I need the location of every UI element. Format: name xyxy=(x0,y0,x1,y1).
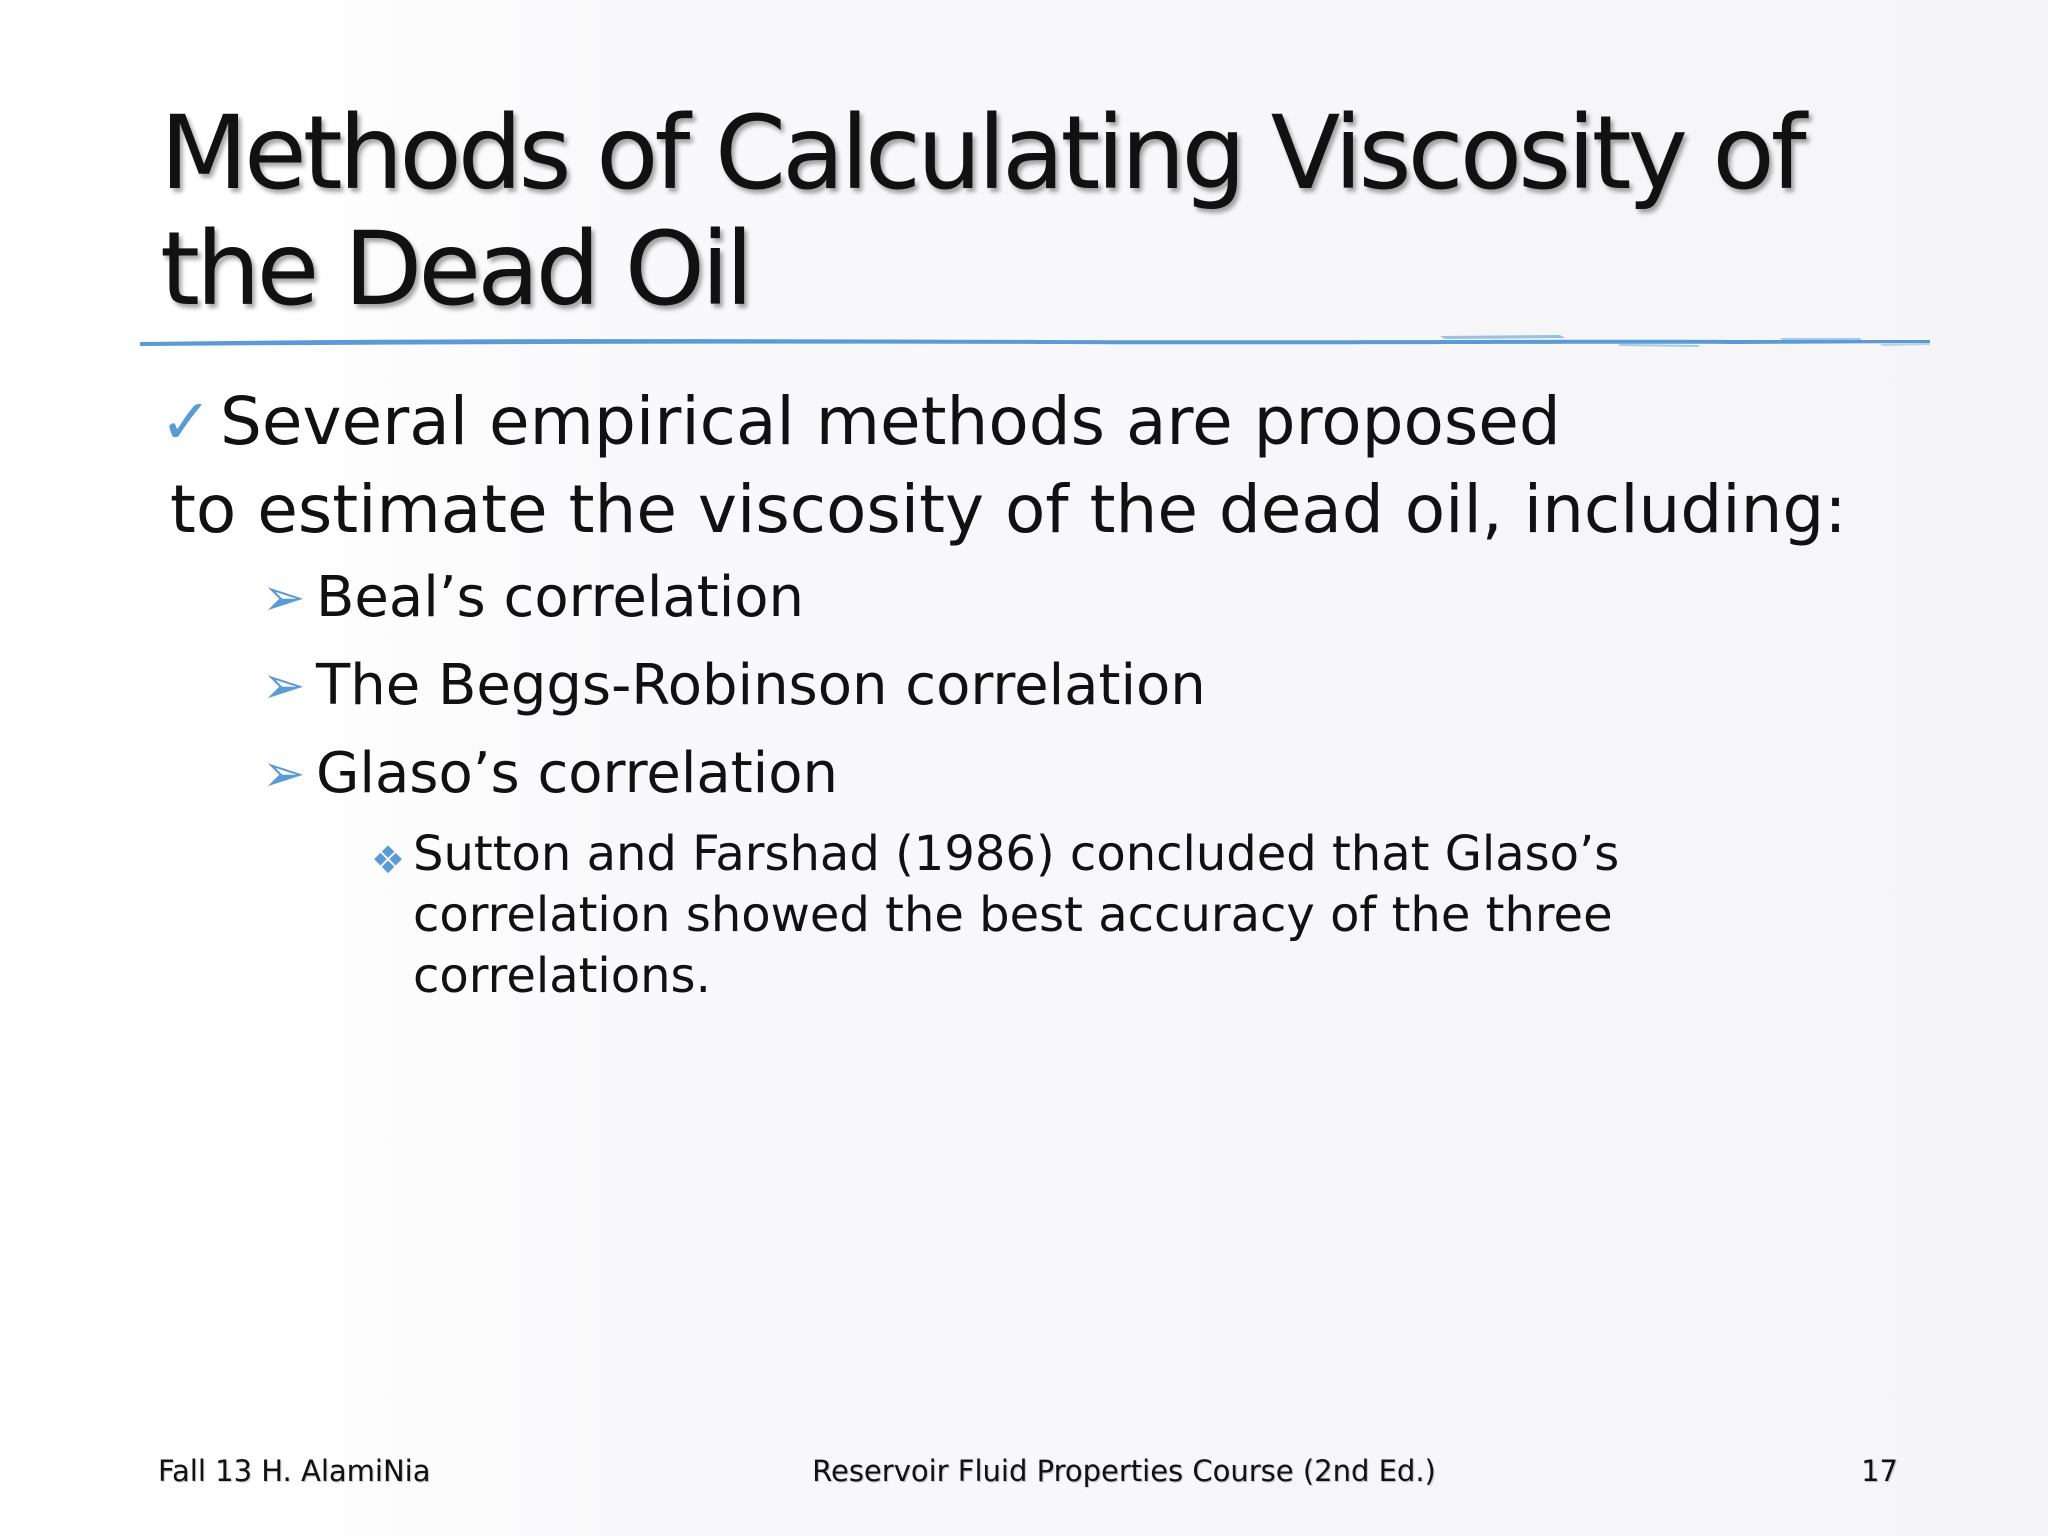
bullet-main-line1: Several empirical methods are proposed xyxy=(220,383,1561,460)
bullet-main-line2: to estimate the viscosity of the dead oil, including: xyxy=(170,471,1847,548)
note-text: Sutton and Farshad (1986) concluded that Glaso’s correlation showed the best accuracy of the three correlations. xyxy=(413,826,1620,1004)
note-bullet xyxy=(367,824,1653,1007)
arrow-bullet-icon: ➢ xyxy=(262,568,306,628)
footer-author: Fall 13 H. AlamiNia xyxy=(158,1454,431,1488)
footer-course: Reservoir Fluid Properties Course (2nd Ed.) xyxy=(812,1454,1436,1488)
arrow-bullet-icon: ➢ xyxy=(262,744,306,804)
slide-title: Methods of Calculating Viscosity of the Dead Oil xyxy=(160,94,1803,329)
sub-bullet-beal xyxy=(262,554,1960,642)
slide-body xyxy=(160,378,1960,1007)
arrow-bullet-icon: ➢ xyxy=(262,656,306,716)
sub-bullet-text: Beal’s correlation xyxy=(316,565,805,630)
sub-bullet-glaso xyxy=(262,730,1960,818)
diamond-bullet-icon: ❖ xyxy=(371,838,406,882)
title-underline xyxy=(140,330,1930,352)
sub-bullet-text: The Beggs-Robinson correlation xyxy=(316,653,1206,718)
sub-bullet-text: Glaso’s correlation xyxy=(316,741,838,806)
sub-bullet-beggs-robinson xyxy=(262,642,1960,730)
page-number: 17 xyxy=(1861,1454,1898,1488)
checkmark-icon: ✓ xyxy=(160,385,212,458)
bullet-main xyxy=(160,378,1960,554)
